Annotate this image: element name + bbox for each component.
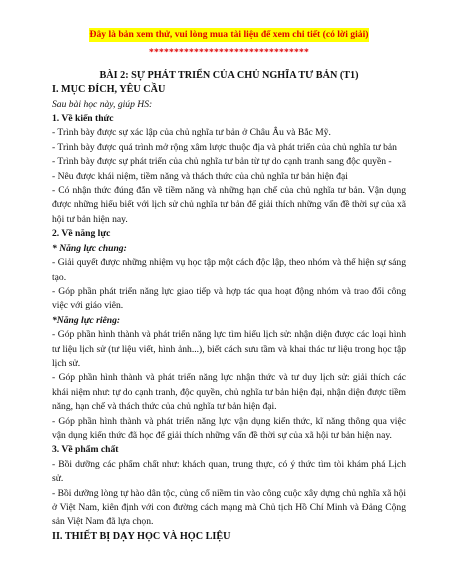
skill-item: - Góp phần hình thành và phát triển năng lực vận dụng kiến thức, kĩ năng thông qua việc vận dụng kiến thức đã học để giải thích những vấn đề thời sự của xã hội tư bản hiện nay. bbox=[52, 415, 406, 441]
knowledge-item: - Trình bày được quá trình mở rộng xâm lược thuộc địa và phát triển của chủ nghĩa tư bản bbox=[52, 141, 397, 153]
intro-text: Sau bài học này, giúp HS: bbox=[52, 98, 153, 110]
subheading-skills: 2. Về năng lực bbox=[52, 228, 111, 240]
quality-item: - Bồi dưỡng các phẩm chất như: khách quan, trung thực, có ý thức tìm tòi khám phá Lịch sử. bbox=[52, 458, 406, 485]
general-skills-heading: * Năng lực chung: bbox=[52, 242, 127, 254]
subheading-knowledge: 1. Về kiến thức bbox=[52, 113, 114, 125]
skill-item: - Góp phần phát triển năng lực giao tiếp và hợp tác qua hoạt động nhóm và trao đổi công việc với giáo viên. bbox=[52, 285, 406, 312]
subheading-qualities: 3. Về phẩm chất bbox=[52, 444, 119, 456]
knowledge-item: - Trình bày được sự xác lập của chủ nghĩa tư bản ở Châu Âu và Bắc Mỹ. bbox=[52, 127, 331, 139]
knowledge-item: - Có nhận thức đúng đắn về tiềm năng và những hạn chế của chủ nghĩa tư bản. Vận dụng được những hiểu biết với lịch sử chủ nghĩa tư bản để giải thích những vấn đề thời sự của xã hội tư bản hiện nay. bbox=[52, 185, 406, 225]
skill-item: - Góp phần hình thành và phát triển năng lực tìm hiểu lịch sử: nhận diện được các loại hình tư liệu lịch sử (tư liệu viết, hình ảnh...), biết cách sưu tầm và khai thác tư liệu trong học tập lịch sử. bbox=[52, 329, 406, 369]
section-heading-2: II. THIẾT BỊ DẠY HỌC VÀ HỌC LIỆU bbox=[52, 530, 231, 542]
quality-item: - Bồi dưỡng lòng tự hào dân tộc, củng cố niềm tin vào công cuộc xây dựng chủ nghĩa xã hội ở Việt Nam, kiên định với con đường cách mạng mà Chủ tịch Hồ Chí Minh và Đảng Cộng sản Việt Nam đã lựa chọn. bbox=[52, 487, 406, 528]
specific-skills-heading: *Năng lực riêng: bbox=[52, 314, 121, 326]
section-heading-1: I. MỤC ĐÍCH, YÊU CẦU bbox=[52, 84, 166, 96]
knowledge-item: - Trình bày được sự phát triển của chủ nghĩa tư bản từ tự do cạnh tranh sang độc quyền - bbox=[52, 156, 392, 168]
star-divider: ******************************** bbox=[149, 47, 309, 59]
skill-item: - Góp phần hình thành và phát triển năng lực nhận thức và tư duy lịch sử: giải thích các khái niệm như: tự do cạnh tranh, độc quyền, chủ nghĩa tư bản hiện đại, nhận diện được tiềm năng, hạn chế và thách thức của chủ nghĩa tư bản hiện đại. bbox=[52, 372, 406, 413]
preview-notice: Đây là bản xem thử, vui lòng mua tài liệu để xem chi tiết (có lời giải) bbox=[89, 28, 370, 42]
knowledge-item: - Nêu được khái niệm, tiềm năng và thách thức của chủ nghĩa tư bản hiện đại bbox=[52, 170, 348, 182]
lesson-title: BÀI 2: SỰ PHÁT TRIỂN CỦA CHỦ NGHĨA TƯ BẢN (T1) bbox=[99, 69, 359, 81]
skill-item: - Giải quyết được những nhiệm vụ học tập một cách độc lập, theo nhóm và thể hiện sự sáng tạo. bbox=[52, 257, 406, 283]
